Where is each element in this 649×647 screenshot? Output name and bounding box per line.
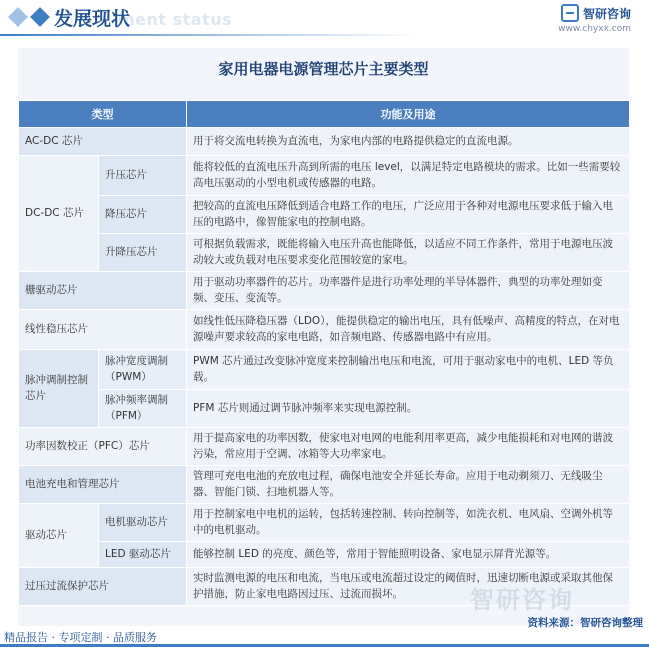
top-bar (0, 0, 649, 38)
table-row (19, 196, 630, 234)
subtype-cell: LED 驱动芯片 (99, 542, 187, 568)
subtype-cell: 脉冲频率调制（PFM） (99, 390, 187, 428)
type-cell: 脉冲调制控制芯片 (19, 350, 99, 428)
function-cell: 实时监测电源的电压和电流，当电压或电流超过设定的阈值时，迅速切断电源或采取其他保护措施，防止家电电路因过压、过流而损坏。 (187, 568, 630, 606)
title-underline (0, 34, 420, 36)
type-cell: DC-DC 芯片 (19, 156, 99, 272)
function-cell: 用于将交流电转换为直流电，为家电内部的电路提供稳定的直流电源。 (187, 128, 630, 156)
table-row (19, 128, 630, 156)
footer-watermark: 智研咨询 (470, 586, 574, 614)
chip-types-table (18, 100, 630, 606)
section-watermark: ment status (118, 10, 233, 29)
function-cell: 用于提高家电的功率因数，使家电对电网的电能利用率更高，减少电能损耗和对电网的谐波污染，常应用于空调、冰箱等大功率家电。 (187, 428, 630, 466)
function-cell: 能将较低的直流电压升高到所需的电压 level，以满足特定电路模块的需求。比如一些需要较高电压驱动的小型电机或传感器的电路。 (187, 156, 630, 196)
type-cell: 栅驱动芯片 (19, 272, 187, 310)
footer-services: 精品报告 · 专项定制 · 品质服务 (4, 631, 157, 644)
subtype-cell: 脉冲宽度调制（PWM） (99, 350, 187, 390)
type-cell: 驱动芯片 (19, 504, 99, 568)
source-note: 资料来源：智研咨询整理 (527, 617, 643, 629)
table-row (19, 350, 630, 390)
table-row (19, 234, 630, 272)
section-diamonds (8, 8, 50, 26)
table-title: 家用电器电源管理芯片主要类型 (218, 60, 429, 78)
header-type: 类型 (19, 101, 187, 128)
function-cell: 用于驱动功率器件的芯片。功率器件是进行功率处理的半导体器件，典型的功率处理如变频、变压、变流等。 (187, 272, 630, 310)
logo-icon (561, 4, 579, 22)
function-cell: 如线性低压降稳压器（LDO），能提供稳定的输出电压，具有低噪声、高精度的特点，在对电源噪声要求较高的家电电路，如音频电路、传感器电路中有应用。 (187, 310, 630, 350)
type-cell: 过压过流保护芯片 (19, 568, 187, 606)
diamond-icon (8, 7, 28, 27)
brand-logo (561, 4, 631, 22)
table-row (19, 466, 630, 504)
function-cell: PFM 芯片则通过调节脉冲频率来实现电源控制。 (187, 390, 630, 428)
subtype-cell: 升压芯片 (99, 156, 187, 196)
table-header-row (19, 101, 630, 128)
diamond-icon (30, 7, 50, 27)
subtype-cell: 升降压芯片 (99, 234, 187, 272)
function-cell: 可根据负载需求，既能将输入电压升高也能降低，以适应不同工作条件，常用于电源电压波动较大或负载对电压要求变化范围较宽的家电。 (187, 234, 630, 272)
function-cell: 把较高的直流电压降低到适合电路工作的电压，广泛应用于各种对电源电压要求低于输入电压的电路中，像智能家电的控制电路。 (187, 196, 630, 234)
logo-url: www.chyxx.com (558, 24, 631, 34)
table-row (19, 542, 630, 568)
type-cell: 功率因数校正（PFC）芯片 (19, 428, 187, 466)
subtype-cell: 降压芯片 (99, 196, 187, 234)
function-cell: PWM 芯片通过改变脉冲宽度来控制输出电压和电流，可用于驱动家电中的电机、LED 等负载。 (187, 350, 630, 390)
table-row (19, 504, 630, 542)
logo-name: 智研咨询 (582, 6, 631, 21)
function-cell: 能够控制 LED 的亮度、颜色等，常用于智能照明设备、家电显示屏背光源等。 (187, 542, 630, 568)
function-cell: 管理可充电电池的充放电过程，确保电池安全并延长寿命。应用于电动剃须刀、无线吸尘器、智能门锁、扫地机器人等。 (187, 466, 630, 504)
table-panel (18, 48, 629, 626)
type-cell: 电池充电和管理芯片 (19, 466, 187, 504)
function-cell: 用于控制家电中电机的运转，包括转速控制、转向控制等，如洗衣机、电风扇、空调外机等中的电机驱动。 (187, 504, 630, 542)
type-cell: AC-DC 芯片 (19, 128, 187, 156)
table-row (19, 156, 630, 196)
table-row (19, 390, 630, 428)
section-title: 发展现状 (54, 8, 131, 30)
header-function: 功能及用途 (187, 101, 630, 128)
table-row (19, 310, 630, 350)
table-row (19, 272, 630, 310)
type-cell: 线性稳压芯片 (19, 310, 187, 350)
table-row (19, 428, 630, 466)
subtype-cell: 电机驱动芯片 (99, 504, 187, 542)
